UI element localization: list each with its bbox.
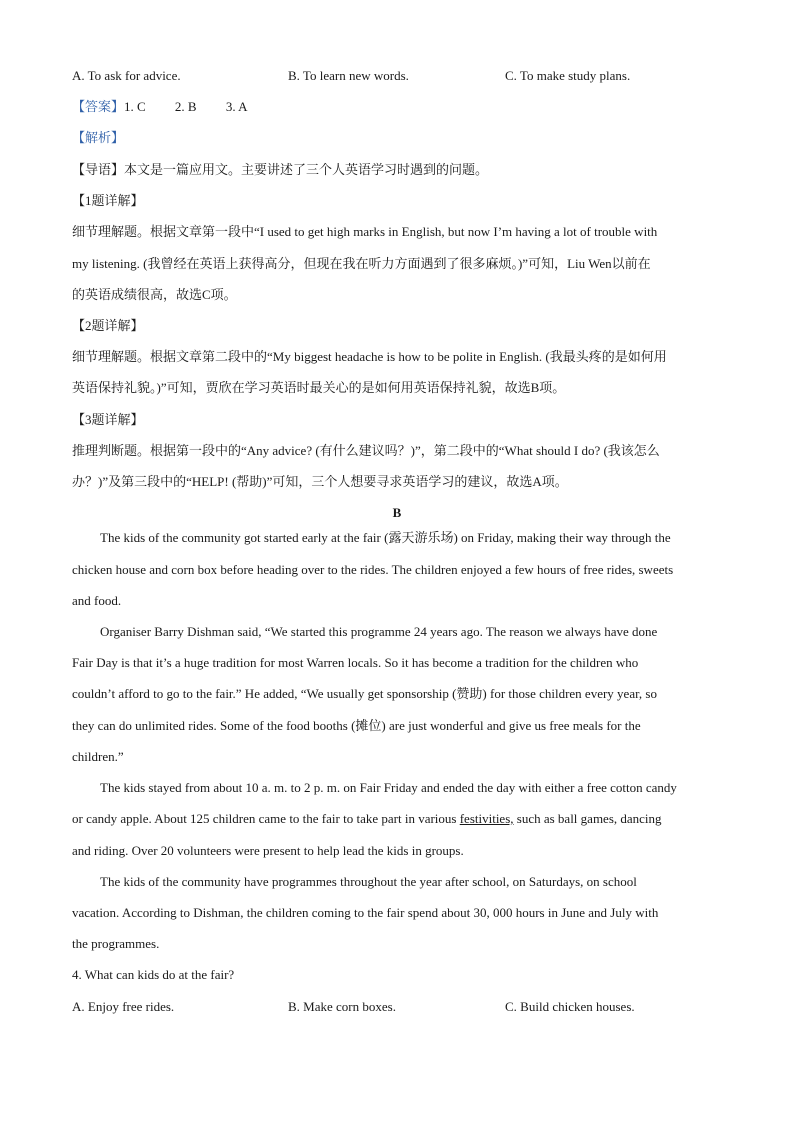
- underlined-word: festivities,: [459, 811, 514, 826]
- q3-line: 推理判断题。根据第一段中的“Any advice? (有什么建议吗？)”，第二段中的“What should I do? (我该怎么: [72, 443, 660, 458]
- passage-line: Organiser Barry Dishman said, “We started this programme 24 years ago. The reason we always have done: [100, 624, 658, 639]
- q2-line: 英语保持礼貌。)”可知，贾欣在学习英语时最关心的是如何用英语保持礼貌，故选B项。: [72, 380, 566, 395]
- q1-line: my listening. (我曾经在英语上获得高分，但现在我在听力方面遇到了很多麻烦。)”可知，Liu Wen以前在: [72, 256, 651, 271]
- answer-line: [72, 98, 248, 116]
- intro-label: 【导语】: [72, 162, 125, 177]
- q2-label: 【2题详解】: [72, 318, 144, 333]
- q3-option-c: C. To make study plans.: [505, 68, 631, 83]
- passage-line: chicken house and corn box before heading over to the rides. The children enjoyed a few hours of free rides, sweets: [72, 562, 674, 577]
- q4-option-b: B. Make corn boxes.: [288, 999, 396, 1014]
- passage-line: The kids stayed from about 10 a. m. to 2 p. m. on Fair Friday and ended the day with either a free cotton candy: [100, 780, 677, 795]
- passage-line: The kids of the community have programmes throughout the year after school, on Saturdays, on school: [100, 874, 637, 889]
- answer-label: 【答案】: [72, 99, 125, 114]
- passage-line: Fair Day is that it’s a huge tradition for most Warren locals. So it has become a tradition for the children who: [72, 655, 639, 670]
- q1-line: 细节理解题。根据文章第一段中“I used to get high marks in English, but now I’m having a lot of trouble with: [72, 224, 658, 239]
- passage-line: [72, 810, 662, 828]
- q1-label: 【1题详解】: [72, 193, 144, 208]
- passage-line: and food.: [72, 593, 122, 608]
- answer-text: 1. C 2. B 3. A: [124, 99, 248, 114]
- q3-option-a: A. To ask for advice.: [72, 68, 181, 83]
- q2-line: 细节理解题。根据文章第二段中的“My biggest headache is how to be polite in English. (我最头疼的是如何用: [72, 349, 667, 364]
- passage-line: couldn’t afford to go to the fair.” He added, “We usually get sponsorship (赞助) for those children every year, so: [72, 686, 657, 701]
- section-title: B: [392, 505, 402, 520]
- passage-text: such as ball games, dancing: [513, 811, 662, 826]
- passage-line: vacation. According to Dishman, the children coming to the fair spend about 30, 000 hours in June and July with: [72, 905, 659, 920]
- analysis-label: 【解析】: [72, 130, 125, 145]
- q4-option-c: C. Build chicken houses.: [505, 999, 635, 1014]
- q4-stem: 4. What can kids do at the fair?: [72, 967, 235, 982]
- q3-option-b: B. To learn new words.: [288, 68, 409, 83]
- passage-line: the programmes.: [72, 936, 160, 951]
- q1-line: 的英语成绩很高，故选C项。: [72, 287, 237, 302]
- passage-line: The kids of the community got started early at the fair (露天游乐场) on Friday, making their way through the: [100, 530, 671, 545]
- passage-text: or candy apple. About 125 children came to the fair to take part in various: [72, 811, 460, 826]
- q3-label: 【3题详解】: [72, 412, 144, 427]
- q4-option-a: A. Enjoy free rides.: [72, 999, 175, 1014]
- intro-line: [72, 161, 488, 179]
- passage-line: children.”: [72, 749, 124, 764]
- q3-line: 办？)”及第三段中的“HELP! (帮助)”可知，三个人想要寻求英语学习的建议，故选A项。: [72, 474, 568, 489]
- passage-line: and riding. Over 20 volunteers were present to help lead the kids in groups.: [72, 843, 464, 858]
- intro-text: 本文是一篇应用文。主要讲述了三个人英语学习时遇到的问题。: [124, 162, 489, 177]
- passage-line: they can do unlimited rides. Some of the food booths (摊位) are just wonderful and give us free meals for the: [72, 718, 641, 733]
